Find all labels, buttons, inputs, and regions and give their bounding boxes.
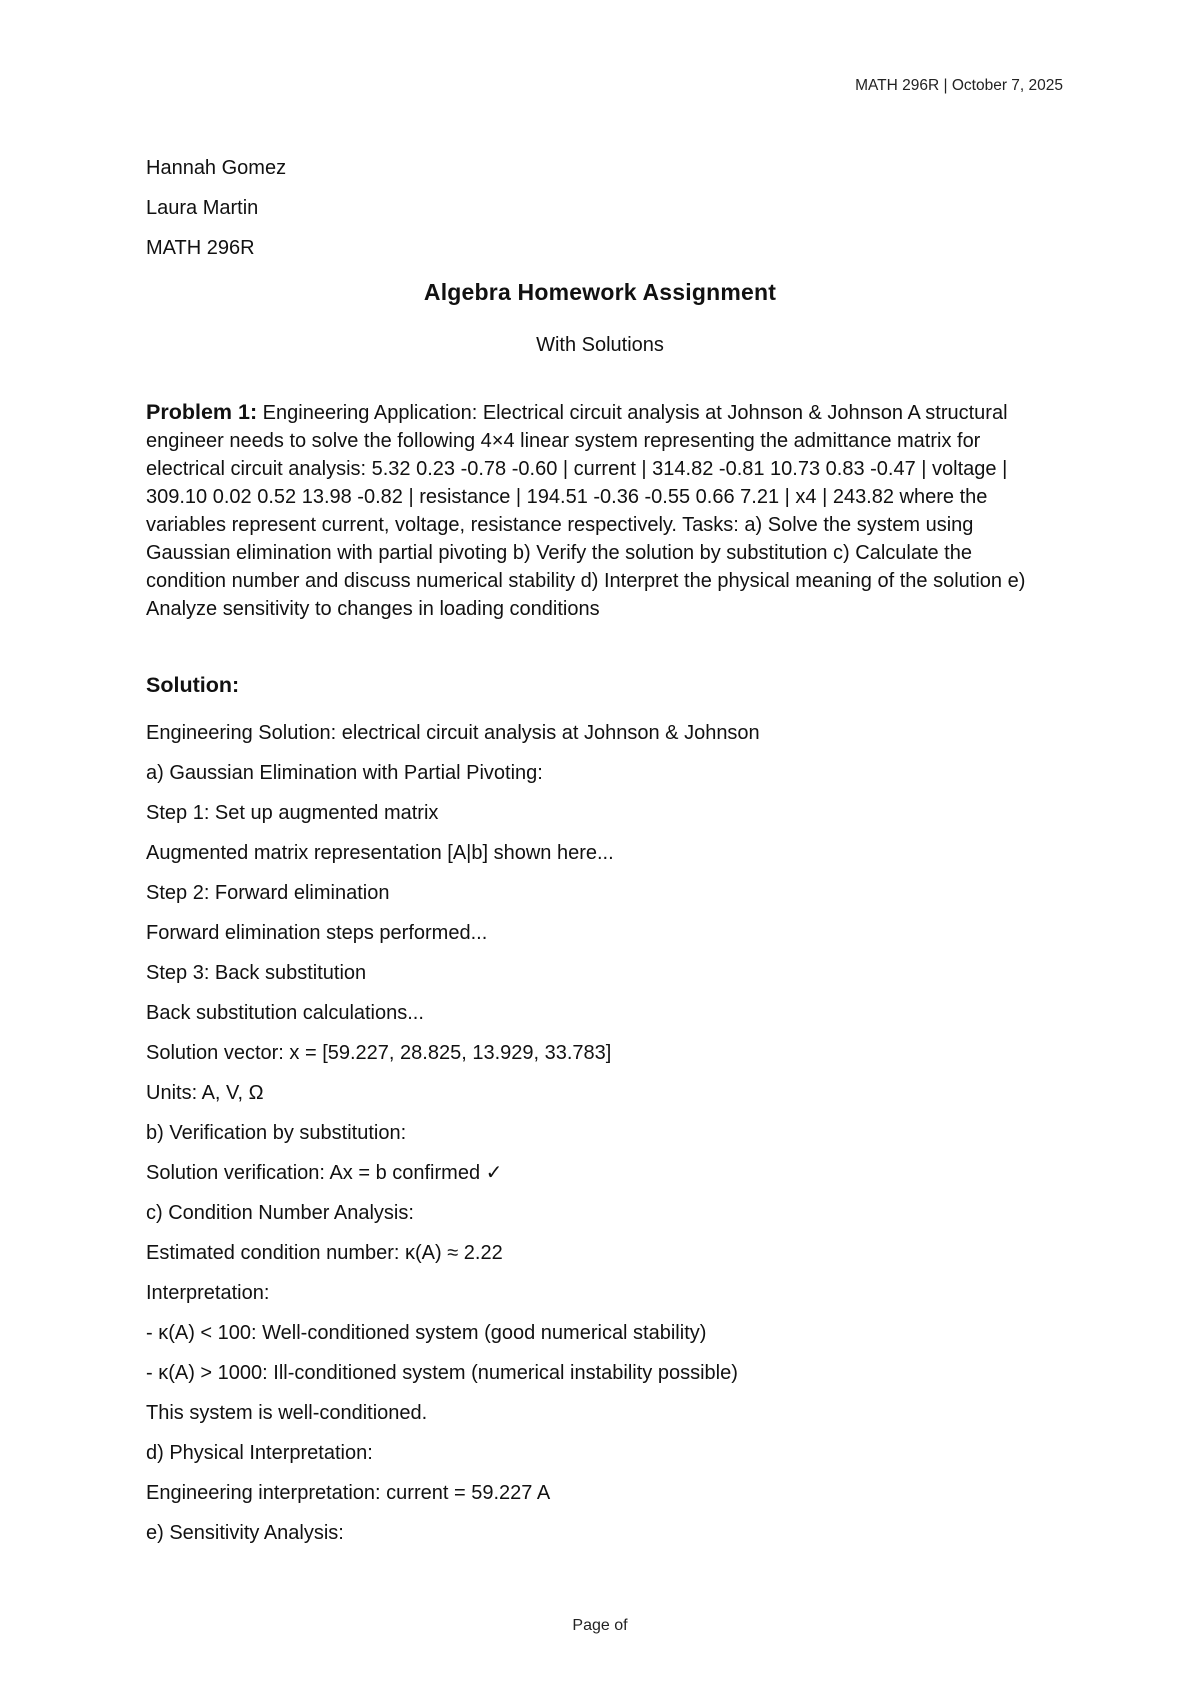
problem-text: Engineering Application: Electrical circuit analysis at Johnson & Johnson A structural engineer needs to solve the following 4×4 linear system representing the admittance matrix for electrical circuit analysis: 5.32 0.23 -0.78 -0.60 | current | 314.82 -0.81 10.73 0.83 -0.47 | voltage | 309.10 0.02 0.52 13.98 -0.82 | resistance | 194.51 -0.36 -0.55 0.66 7.21 | x4 | 243.82 where the variables represent current, voltage, resistance respectively. Tasks: a) Solve the system using Gaussian elimination with partial pivoting b) Verify the solution by substitution c) Calculate the condition number and discuss numerical stability d) Interpret the physical meaning of the solution e) Analyze sensitivity to changes in loading conditions <box>146 402 1026 620</box>
solution-line: Augmented matrix representation [A|b] shown here... <box>146 842 614 864</box>
page-footer: Page of <box>572 1617 628 1634</box>
solution-line: Forward elimination steps performed... <box>146 922 488 944</box>
solution-line: Units: A, V, Ω <box>146 1082 264 1104</box>
solution-line: Step 2: Forward elimination <box>146 882 390 904</box>
author-name-2: Laura Martin <box>146 197 259 219</box>
solution-line: - κ(A) < 100: Well-conditioned system (good numerical stability) <box>146 1322 707 1344</box>
author-name-1: Hannah Gomez <box>146 157 287 179</box>
solution-line: Back substitution calculations... <box>146 1002 424 1024</box>
solution-line: Estimated condition number: κ(A) ≈ 2.22 <box>146 1242 503 1264</box>
solution-line: c) Condition Number Analysis: <box>146 1202 414 1224</box>
solution-line: b) Verification by substitution: <box>146 1122 407 1144</box>
problem-label: Problem 1: <box>146 400 258 424</box>
solution-body <box>146 713 1066 1553</box>
solution-line: This system is well-conditioned. <box>146 1402 428 1424</box>
solution-line: - κ(A) > 1000: Ill-conditioned system (numerical instability possible) <box>146 1362 738 1384</box>
document-subtitle: With Solutions <box>536 334 664 356</box>
solution-line: a) Gaussian Elimination with Partial Pivoting: <box>146 762 543 784</box>
solution-line: e) Sensitivity Analysis: <box>146 1522 344 1544</box>
solution-heading: Solution: <box>146 673 240 697</box>
solution-line: Solution verification: Ax = b confirmed ✓ <box>146 1162 503 1184</box>
document-title: Algebra Homework Assignment <box>423 279 777 305</box>
solution-line: Solution vector: x = [59.227, 28.825, 13.929, 33.783] <box>146 1042 612 1064</box>
solution-line: d) Physical Interpretation: <box>146 1442 373 1464</box>
solution-line: Engineering interpretation: current = 59.227 A <box>146 1482 551 1504</box>
author-block <box>146 148 286 268</box>
solution-line: Engineering Solution: electrical circuit analysis at Johnson & Johnson <box>146 722 760 744</box>
solution-line: Step 3: Back substitution <box>146 962 367 984</box>
page-header: MATH 296R | October 7, 2025 <box>855 77 1063 94</box>
solution-line: Interpretation: <box>146 1282 270 1304</box>
problem-statement <box>146 398 1056 623</box>
solution-line: Step 1: Set up augmented matrix <box>146 802 439 824</box>
course-name: MATH 296R <box>146 237 255 259</box>
